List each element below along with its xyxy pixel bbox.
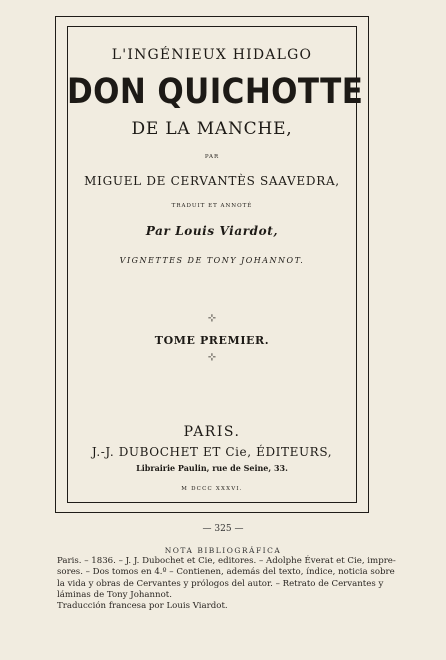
title-hidalgo: L'INGÉNIEUX HIDALGO xyxy=(111,47,313,63)
ornament-bottom-icon: ⊹ xyxy=(207,352,217,363)
note-line: la vida y obras de Cervantes y prólogos del autor. – Retrato de Cervantes y xyxy=(57,578,384,589)
par-label: PAR xyxy=(204,154,220,160)
librairie-address: Librairie Paulin, rue de Seine, 33. xyxy=(136,463,288,473)
note-line: Paris. – 1836. – J. J. Dubochet et Cie, editores. – Adolphe Éverat et Cie, impre- xyxy=(57,556,396,566)
tome-label: TOME PREMIER. xyxy=(154,334,270,347)
note-heading: NOTA BIBLIOGRÁFICA xyxy=(164,546,282,555)
publisher-name: J.-J. DUBOCHET ET Cie, ÉDITEURS, xyxy=(91,445,333,459)
page-number: — 325 — xyxy=(202,524,244,534)
note-line: sores. – Dos tomos en 4.º – Contienen, además del texto, índice, noticia sobre xyxy=(57,567,395,578)
author-name: MIGUEL DE CERVANTÈS SAAVEDRA, xyxy=(84,174,340,188)
traduit-label: TRADUIT ET ANNOTÉ xyxy=(171,203,253,209)
note-line: láminas de Tony Johannot. xyxy=(57,589,172,600)
city-name: PARIS. xyxy=(183,424,241,440)
translator-name: Par Louis Viardot, xyxy=(145,224,279,238)
publication-year: M DCCC XXXVI. xyxy=(181,486,243,492)
ornament-top-icon: ⊹ xyxy=(207,313,217,324)
vignettes-credit: VIGNETTES DE TONY JOHANNOT. xyxy=(119,256,305,265)
title-don-quichotte: DON QUICHOTTE xyxy=(67,71,364,113)
note-body xyxy=(57,556,396,612)
note-line: Traducción francesa por Louis Viardot. xyxy=(57,601,228,612)
title-de-la-manche: DE LA MANCHE, xyxy=(131,119,293,139)
